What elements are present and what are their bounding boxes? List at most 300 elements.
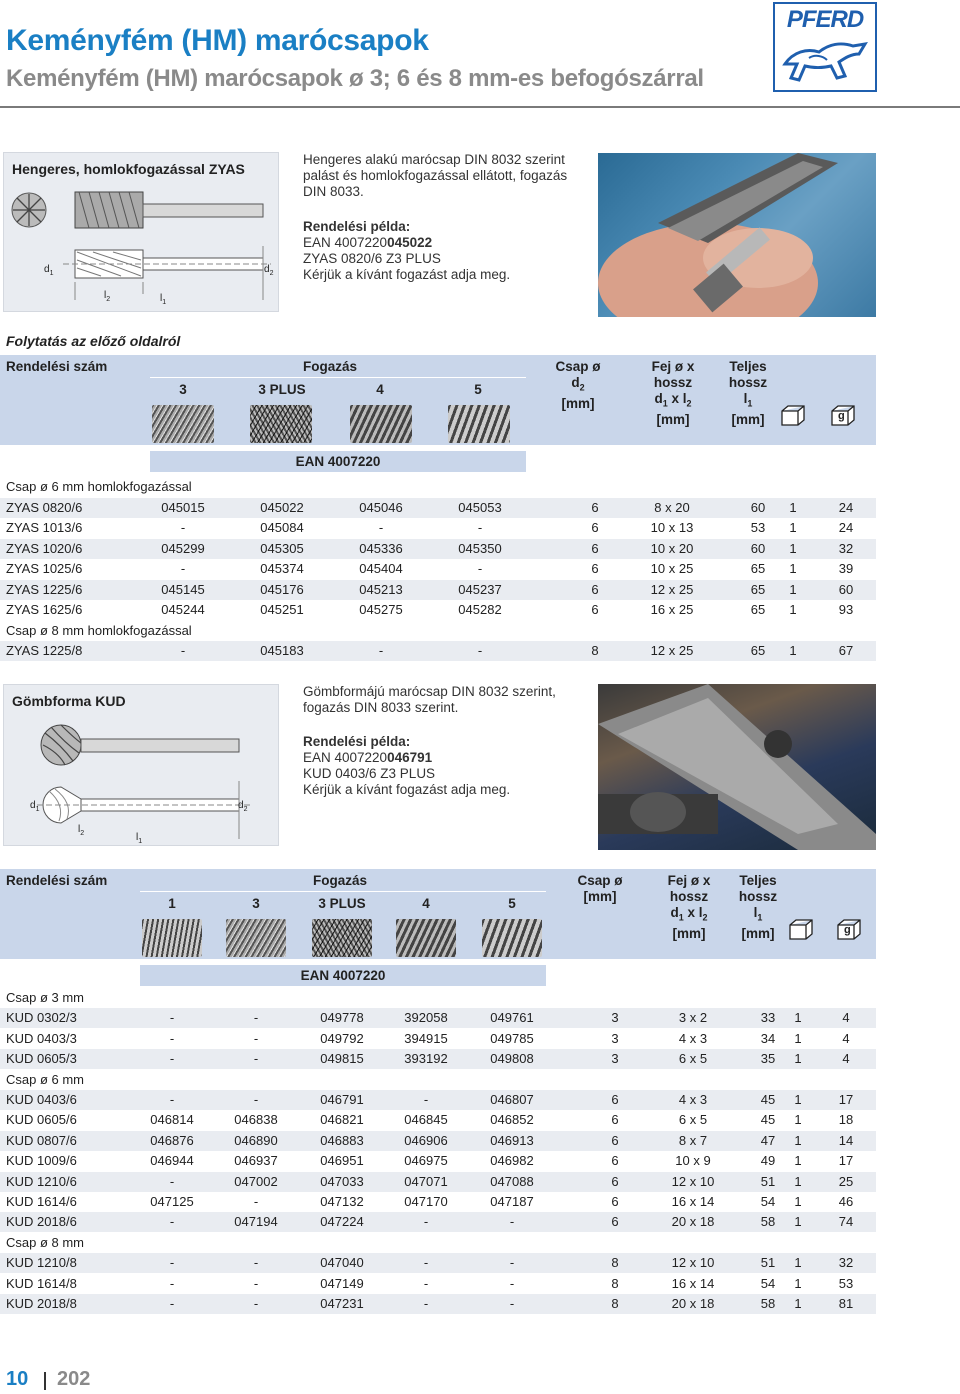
table-cell: 3 [611, 1030, 619, 1046]
table-cell: 045251 [260, 602, 304, 617]
table-cell: 045084 [260, 520, 304, 535]
table-cell: 16 x 14 [671, 1194, 715, 1209]
table-cell: KUD 1009/6 [6, 1153, 77, 1169]
table-cell: ZYAS 1225/8 [6, 643, 83, 658]
p2-dim-l2: l [78, 824, 81, 835]
table-cell: - [423, 1255, 429, 1271]
table-cell: KUD 1210/8 [6, 1255, 77, 1271]
product2-name: Gömbforma KUD [12, 693, 126, 709]
table-cell: 81 [838, 1296, 854, 1311]
table-cell: - [169, 1173, 175, 1189]
table-cell: 045299 [161, 540, 205, 556]
table2-teeth-divider [140, 891, 546, 892]
t2-pattern-1 [142, 919, 202, 957]
table-row [0, 580, 876, 600]
table-cell: 046975 [404, 1153, 448, 1169]
table-cell: 53 [838, 1275, 854, 1291]
table-cell: 049761 [490, 1010, 534, 1026]
t2-h-head-d: d [670, 905, 679, 920]
t2-h-head-sub1: 1 [678, 912, 684, 923]
table-cell: ZYAS 1225/6 [6, 581, 83, 597]
table-cell: - [378, 643, 384, 658]
table-cell: 4 [842, 1030, 850, 1046]
table-cell: 20 x 18 [671, 1214, 715, 1230]
table-cell: 049808 [490, 1051, 534, 1067]
table-cell: KUD 0403/3 [6, 1030, 77, 1046]
table-cell: 6 [591, 499, 599, 515]
table-cell: 045404 [359, 561, 403, 576]
table2-h-teeth: Fogazás [312, 873, 367, 888]
table-cell: 49 [760, 1153, 776, 1169]
table-cell: 045374 [260, 561, 304, 576]
table-cell: - [378, 520, 384, 535]
table-cell: KUD 1614/8 [6, 1275, 77, 1291]
table-row [0, 1212, 876, 1232]
table-cell: 049785 [490, 1030, 534, 1046]
table-cell: 60 [838, 581, 854, 597]
table-cell: - [169, 1030, 175, 1046]
table1-h-shank [548, 359, 608, 412]
table-cell: 45 [760, 1092, 776, 1107]
table-cell: 045046 [359, 499, 403, 515]
table-cell: - [169, 1051, 175, 1067]
h-total-l1: Teljes [729, 359, 767, 374]
t2-h-total-l: l [753, 905, 758, 920]
table-row [0, 559, 876, 579]
dim-l1: l [160, 293, 163, 304]
table-cell: 047194 [234, 1214, 278, 1230]
table2-teeth-3plus: 3 PLUS [318, 896, 366, 911]
teeth-pattern-3plus [250, 405, 312, 443]
table-cell: - [253, 1030, 259, 1046]
table-row [0, 600, 876, 620]
h-shank-sub: 2 [579, 382, 585, 393]
dim-l1-sub: 1 [162, 299, 167, 306]
table-row [0, 1049, 876, 1069]
table-cell: - [253, 1010, 259, 1026]
table-cell: 8 x 20 [654, 499, 690, 515]
table-cell: 6 [611, 1214, 619, 1230]
table-cell: 1 [789, 561, 797, 576]
table-cell: 1 [794, 1112, 802, 1128]
table-cell: 6 [591, 520, 599, 535]
table-cell: 394915 [404, 1030, 448, 1046]
table-cell: 60 [750, 540, 766, 556]
table-cell: - [509, 1255, 515, 1271]
table2-h-head [656, 873, 722, 942]
table1-teeth-3plus: 3 PLUS [258, 382, 306, 397]
table-cell: 12 x 10 [671, 1173, 715, 1189]
t2-h-head-sub2: 2 [702, 912, 708, 923]
teeth-pattern-3 [152, 405, 214, 443]
table-cell: 14 [838, 1132, 854, 1148]
page-title: Keményfém (HM) marócsapok [6, 24, 429, 57]
table-row [0, 539, 876, 559]
table-cell: 047132 [320, 1194, 364, 1209]
product1-drawing [3, 180, 279, 310]
table-cell: 049815 [320, 1051, 364, 1067]
table-cell: 047088 [490, 1173, 534, 1189]
table-cell: 8 [611, 1296, 619, 1311]
table-cell: - [253, 1255, 259, 1271]
table1-teeth-4: 4 [376, 382, 384, 397]
package-icon-2 [788, 918, 814, 940]
table-cell: - [423, 1214, 429, 1230]
table-cell: 047187 [490, 1194, 534, 1209]
table-cell: 045183 [260, 643, 304, 658]
product2-photo [598, 684, 876, 850]
table-cell: 045244 [161, 602, 205, 617]
h-head-xl: x l [667, 391, 687, 406]
table2-teeth-4: 4 [422, 896, 430, 911]
table1-h-total [718, 359, 778, 428]
table-cell: 16 x 14 [671, 1275, 715, 1291]
table1-h-head [640, 359, 706, 428]
table1-teeth-5: 5 [474, 382, 482, 397]
table-cell: 20 x 18 [671, 1296, 715, 1311]
dim-d2-sub: 2 [269, 270, 274, 277]
table-cell: 393192 [404, 1051, 448, 1067]
table-cell: 12 x 10 [671, 1255, 715, 1271]
h-total-l2: hossz [728, 375, 768, 390]
table-row [0, 1008, 876, 1028]
table-cell: 1 [794, 1010, 802, 1026]
table-cell: 32 [838, 540, 854, 556]
table-row [0, 1274, 876, 1294]
table-cell: 46 [838, 1194, 854, 1209]
table-cell: 045053 [458, 499, 502, 515]
continued-note: Folytatás az előző oldalról [6, 333, 181, 349]
table-cell: 4 [842, 1010, 850, 1026]
table-cell: 046845 [404, 1112, 448, 1128]
table-row [0, 1090, 876, 1110]
table-cell: 6 [611, 1153, 619, 1169]
table-cell: 18 [838, 1112, 854, 1128]
group-label: Csap ø 6 mm homlokfogazással [6, 479, 192, 494]
table2-teeth-1: 1 [168, 896, 176, 911]
table-cell: - [477, 561, 483, 576]
h-head-unit: [mm] [656, 411, 690, 427]
table-cell: ZYAS 0820/6 [6, 499, 83, 515]
table-cell: 8 [611, 1275, 619, 1291]
table-cell: - [423, 1275, 429, 1291]
product1-example: ZYAS 0820/6 Z3 PLUS [303, 251, 441, 266]
teeth-pattern-4 [350, 405, 412, 443]
h-shank-l1: Csap ø [555, 359, 601, 374]
product1-order-block [303, 219, 573, 283]
table-cell: - [253, 1194, 259, 1209]
table-row [0, 1131, 876, 1151]
table-cell: KUD 2018/6 [6, 1214, 77, 1230]
p2-dim-d1-sub: 1 [35, 806, 40, 813]
h-head-l2: hossz [653, 375, 693, 390]
horse-icon [779, 34, 871, 88]
table2-h-order: Rendelési szám [6, 873, 108, 888]
table-cell: 047002 [234, 1173, 278, 1189]
table-cell: 047170 [404, 1194, 448, 1209]
t2-pattern-3plus [312, 919, 372, 957]
table-cell: 4 x 3 [678, 1030, 708, 1046]
product1-description: Hengeres alakú marócsap DIN 8032 szerint palást és homlokfogazással ellátott, fogazás DIN 8033. [303, 152, 568, 199]
header-divider [0, 106, 960, 108]
table-cell: 046791 [320, 1092, 364, 1107]
p2-dim-l2-sub: 2 [80, 830, 85, 837]
table-cell: 25 [838, 1173, 854, 1189]
table-cell: KUD 1614/6 [6, 1194, 77, 1209]
table-cell: 65 [750, 561, 766, 576]
table-cell: ZYAS 1025/6 [6, 561, 83, 576]
table2-teeth-3: 3 [252, 896, 260, 911]
table-cell: 1 [794, 1051, 802, 1067]
table-cell: 046852 [490, 1112, 534, 1128]
table-cell: 1 [794, 1275, 802, 1291]
table-cell: 6 [591, 540, 599, 556]
group-label: Csap ø 8 mm homlokfogazással [6, 622, 192, 638]
table1-teeth-3: 3 [179, 382, 187, 397]
table-cell: 047125 [150, 1194, 194, 1209]
table-cell: 54 [760, 1275, 776, 1291]
table-row [0, 1192, 876, 1212]
table-cell: 046937 [234, 1153, 278, 1169]
table-row [0, 1110, 876, 1130]
table-cell: KUD 0807/6 [6, 1132, 77, 1148]
table-cell: 046913 [490, 1132, 534, 1148]
h-head-d: d [654, 391, 663, 406]
h-total-sub: 1 [747, 398, 753, 409]
table-cell: - [169, 1214, 175, 1230]
product2-ean-prefix: EAN 4007220 [303, 750, 388, 765]
table-cell: 046807 [490, 1092, 534, 1107]
product2-note: Kérjük a kívánt fogazást adja meg. [303, 782, 511, 797]
table-cell: 3 [611, 1010, 619, 1026]
t2-h-head-xl: x l [683, 905, 703, 920]
table-cell: 046944 [150, 1153, 194, 1169]
t2-h-head-l2: hossz [669, 889, 709, 904]
table-cell: 046883 [320, 1132, 364, 1148]
table-cell: - [423, 1092, 429, 1107]
group-label: Csap ø 6 mm [6, 1071, 85, 1087]
table-row [0, 1253, 876, 1273]
table-cell: 34 [760, 1030, 776, 1046]
table-cell: 046814 [150, 1112, 194, 1128]
table-cell: 045176 [260, 581, 304, 597]
table-row [0, 1151, 876, 1171]
t2-h-total-l1: Teljes [739, 873, 777, 888]
table-cell: 6 [611, 1112, 619, 1128]
table-cell: - [169, 1010, 175, 1026]
t2-h-total-l2: hossz [738, 889, 778, 904]
table-cell: ZYAS 1625/6 [6, 602, 83, 617]
group-label: Csap ø 3 mm [6, 990, 85, 1005]
table2-h-shank [570, 873, 630, 905]
logo-word: PFERD [786, 6, 864, 33]
table-cell: 1 [789, 581, 797, 597]
product1-note: Kérjük a kívánt fogazást adja meg. [303, 267, 511, 282]
t2-h-shank-unit: [mm] [583, 889, 617, 904]
product1-order-label: Rendelési példa: [303, 219, 411, 234]
table-cell: 045145 [161, 581, 205, 597]
footer-separator [44, 1372, 46, 1390]
t2-h-head-unit: [mm] [672, 925, 706, 941]
dim-d2: d [264, 264, 270, 275]
table-cell: ZYAS 1020/6 [6, 540, 83, 556]
table-cell: - [509, 1296, 515, 1311]
table-cell: - [509, 1214, 515, 1230]
t2-h-head-l1: Fej ø x [667, 873, 711, 888]
h-head-sub1: 1 [662, 398, 668, 409]
table-cell: - [253, 1296, 259, 1311]
table1-ean-header: EAN 4007220 [150, 451, 526, 472]
table-cell: ZYAS 1013/6 [6, 520, 83, 535]
table-cell: 046890 [234, 1132, 278, 1148]
product1-ean-prefix: EAN 4007220 [303, 235, 388, 250]
product2-order-block [303, 734, 573, 798]
product1-photo [598, 153, 876, 317]
table-cell: 4 [842, 1051, 850, 1067]
table-cell: 17 [838, 1153, 854, 1169]
table-cell: 1 [794, 1030, 802, 1046]
table-cell: 51 [760, 1173, 776, 1189]
table-cell: 6 [611, 1173, 619, 1189]
h-total-unit: [mm] [731, 411, 765, 427]
table-cell: 24 [838, 520, 854, 535]
table-cell: - [509, 1275, 515, 1291]
table-cell: 1 [794, 1214, 802, 1230]
table-cell: 39 [838, 561, 854, 576]
table-cell: 67 [838, 643, 854, 658]
table-cell: 1 [794, 1255, 802, 1271]
h-head-sub2: 2 [686, 398, 692, 409]
table-cell: 51 [760, 1255, 776, 1271]
table-cell: 1 [794, 1132, 802, 1148]
table-cell: 1 [789, 499, 797, 515]
table-cell: 1 [794, 1194, 802, 1209]
table-row [0, 1172, 876, 1192]
product2-order-label: Rendelési példa: [303, 734, 411, 749]
dim-l2: l [104, 290, 107, 301]
photo-hand-tool [598, 153, 876, 317]
table-cell: 1 [794, 1092, 802, 1107]
table-row [0, 1029, 876, 1049]
table-cell: 1 [789, 602, 797, 617]
h-head-l1: Fej ø x [651, 359, 695, 374]
table-row [0, 498, 876, 518]
table-cell: - [477, 520, 483, 535]
table-cell: 046838 [234, 1112, 278, 1128]
t2-h-total-sub: 1 [757, 912, 763, 923]
p2-dim-d1: d [30, 800, 36, 811]
table-cell: 58 [760, 1214, 776, 1230]
p2-dim-l1: l [136, 832, 139, 843]
table-cell: 046906 [404, 1132, 448, 1148]
weight-label-2: g [844, 924, 851, 936]
table-cell: 045305 [260, 540, 304, 556]
product1-ean-bold: 045022 [387, 235, 433, 250]
table-cell: - [253, 1092, 259, 1107]
table-cell: 6 x 5 [678, 1051, 708, 1067]
table-cell: - [169, 1296, 175, 1311]
table-cell: - [169, 1092, 175, 1107]
table-cell: 045213 [359, 581, 403, 597]
table-cell: 10 x 20 [650, 540, 694, 556]
teeth-pattern-5 [448, 405, 510, 443]
product2-drawing [3, 715, 279, 845]
product2-example: KUD 0403/6 Z3 PLUS [303, 766, 436, 781]
table-cell: 6 [591, 581, 599, 597]
photo-workpiece [598, 684, 876, 850]
table-cell: 6 x 5 [678, 1112, 708, 1128]
table-cell: 12 x 25 [650, 581, 694, 597]
t2-h-total-unit: [mm] [741, 925, 775, 941]
table-cell: KUD 2018/8 [6, 1296, 77, 1311]
dim-d1: d [44, 264, 50, 275]
table-cell: 65 [750, 602, 766, 617]
table-cell: 1 [794, 1296, 802, 1311]
table-cell: 1 [794, 1153, 802, 1169]
table-cell: 6 [591, 602, 599, 617]
h-shank-d: d [571, 375, 580, 390]
p2-dim-d2: d [238, 800, 244, 811]
table-cell: 65 [750, 643, 766, 658]
table-cell: 53 [750, 520, 766, 535]
table-cell: 049792 [320, 1030, 364, 1046]
table-cell: 047224 [320, 1214, 364, 1230]
table-cell: 32 [838, 1255, 854, 1271]
table-cell: - [169, 1275, 175, 1291]
table-cell: - [180, 520, 186, 535]
t2-h-shank-l1: Csap ø [577, 873, 623, 888]
table-cell: 60 [750, 499, 766, 515]
table-cell: 045282 [458, 602, 502, 617]
table-cell: 046951 [320, 1153, 364, 1169]
weight-label: g [838, 410, 845, 422]
table-cell: 17 [838, 1092, 854, 1107]
table-cell: 047033 [320, 1173, 364, 1189]
table1-h-teeth: Fogazás [302, 359, 357, 374]
table-cell: 12 x 25 [650, 643, 694, 658]
table-cell: 8 x 7 [678, 1132, 708, 1148]
table-cell: 54 [760, 1194, 776, 1209]
dim-l2-sub: 2 [106, 296, 111, 303]
table-cell: 93 [838, 602, 854, 617]
table-cell: KUD 0605/3 [6, 1051, 77, 1067]
table-cell: 045237 [458, 581, 502, 597]
table-cell: 047149 [320, 1275, 364, 1291]
table-cell: 74 [838, 1214, 854, 1230]
catalog-number: 202 [57, 1368, 91, 1390]
table-cell: 1 [794, 1173, 802, 1189]
t2-pattern-4 [396, 919, 456, 957]
product2-ean-bold: 046791 [387, 750, 433, 765]
table-cell: 8 [611, 1255, 619, 1271]
table-cell: 045336 [359, 540, 403, 556]
table-cell: 045015 [161, 499, 205, 515]
table-cell: 47 [760, 1132, 776, 1148]
product2-description: Gömbformájú marócsap DIN 8032 szerint, fogazás DIN 8033 szerint. [303, 684, 556, 715]
table2-teeth-5: 5 [508, 896, 516, 911]
table-cell: 35 [760, 1051, 776, 1067]
table-cell: 65 [750, 581, 766, 597]
table-cell: 10 x 9 [675, 1153, 711, 1169]
table-row [0, 641, 876, 661]
table-cell: 045022 [260, 499, 304, 515]
table-row [0, 1294, 876, 1314]
table-cell: 047231 [320, 1296, 364, 1311]
table-cell: 1 [789, 540, 797, 556]
p2-dim-d2-sub: 2 [243, 806, 248, 813]
table-cell: 1 [789, 643, 797, 658]
table-cell: 046821 [320, 1112, 364, 1128]
